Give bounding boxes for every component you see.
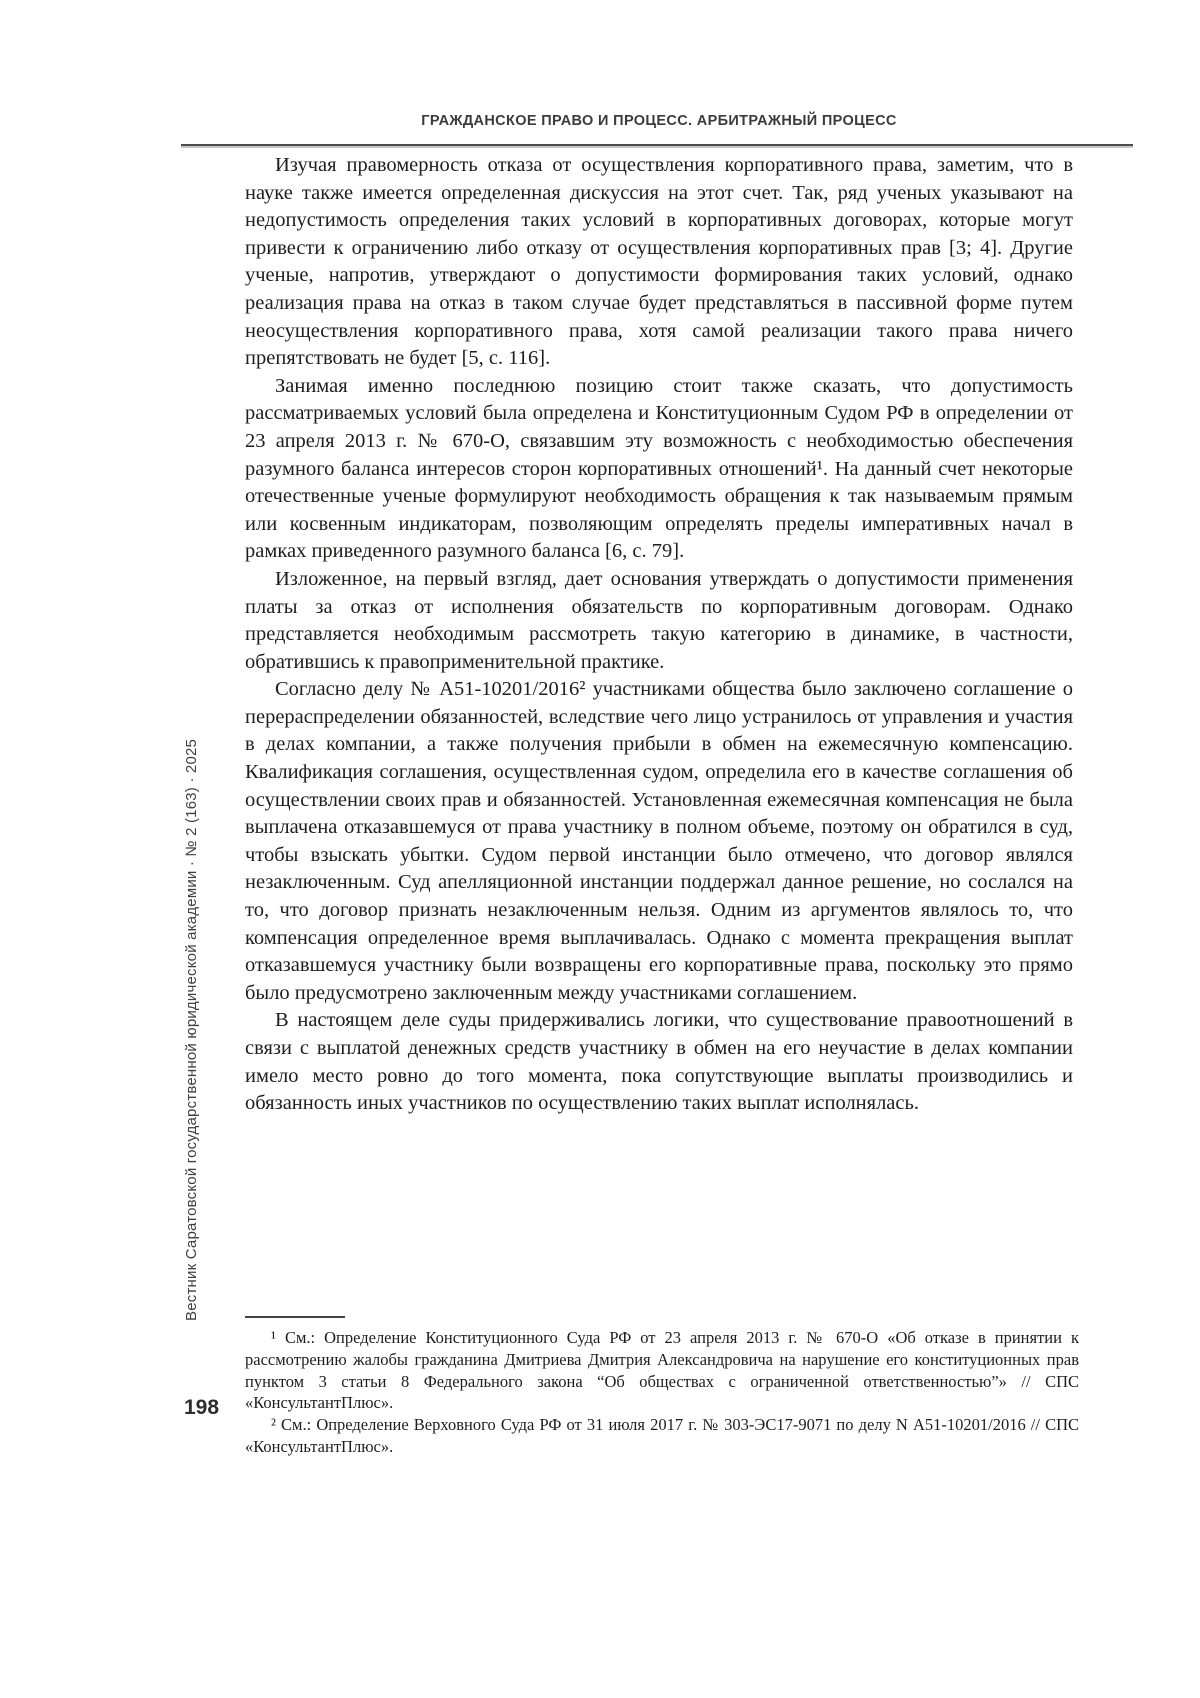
running-header: ГРАЖДАНСКОЕ ПРАВО И ПРОЦЕСС. АРБИТРАЖНЫЙ ПРОЦЕСС bbox=[421, 113, 897, 129]
header-divider bbox=[181, 144, 1133, 146]
article-body bbox=[245, 152, 1073, 1118]
journal-sidebar-title: Вестник Саратовской государственной юридической академии · № 2 (163) · 2025 bbox=[183, 738, 200, 1321]
page-number: 198 bbox=[184, 1396, 220, 1419]
paragraph: Изложенное, на первый взгляд, дает основания утверждать о допустимости применения платы за отказ от исполнения обязательств по корпоративным договорам. Однако представляется необходимым рассмотреть такую категорию в динамике, в частности, обратившись к правоприменительной практике. bbox=[245, 567, 1073, 673]
paragraph: Согласно делу № А51-10201/2016² участниками общества было заключено соглашение о перераспределении обязанностей, вследствие чего лицо устранилось от управления и участия в делах компании, а также получения прибыли в обмен на ежемесячную компенсацию. Квалификация соглашения, осуществленная судом, определила его в качестве соглашения об осуществлении своих прав и обязанностей. Установленная ежемесячная компенсация не была выплачена отказавшемуся от права участнику в полном объеме, поэтому он обратился в суд, чтобы взыскать убытки. Судом первой инстанции было отмечено, что договор являлся незаключенным. Суд апелляционной инстанции поддержал данное решение, но сослался на то, что договор признать незаключенным нельзя. Одним из аргументов являлось то, что компенсация определенное время выплачивалась. Однако с момента прекращения выплат отказавшемуся участнику были возвращены его корпоративные права, поскольку это прямо было предусмотрено заключенным между участниками соглашением. bbox=[245, 678, 1073, 1004]
paragraph: Занимая именно последнюю позицию стоит также сказать, что допустимость рассматриваемых условий была определена и Конституционным Судом РФ в определении от 23 апреля 2013 г. № 670-О, связавшим эту возможность с необходимостью обеспечения разумного баланса интересов сторон корпоративных отношений¹. На данный счет некоторые отечественные ученые формулируют необходимость обращения к так называемым прямым или косвенным индикаторам, позволяющим определять пределы императивных начал в рамках приведенного разумного баланса [6, с. 79]. bbox=[245, 374, 1073, 563]
footnote: ¹ См.: Определение Конституционного Суда РФ от 23 апреля 2013 г. № 670-О «Об отказе в принятии к рассмотрению жалобы гражданина Дмитриева Дмитрия Александровича на нарушение его конституционных прав пунктом 3 статьи 8 Федерального закона “Об обществах с ограниченной ответственностью”» // СПС «КонсультантПлюс». bbox=[245, 1328, 1079, 1413]
paragraph: В настоящем деле суды придерживались логики, что существование правоотношений в связи с выплатой денежных средств участнику в обмен на его неучастие в делах компании имело место ровно до того момента, пока сопутствующие выплаты производились и обязанность иных участников по осуществлению таких выплат исполнялась. bbox=[245, 1009, 1073, 1115]
footnotes-section bbox=[245, 1316, 1079, 1458]
paragraph: Изучая правомерность отказа от осуществления корпоративного права, заметим, что в науке также имеется определенная дискуссия на этот счет. Так, ряд ученых указывают на недопустимость определения таких условий в корпоративных договорах, которые могут привести к ограничению либо отказу от осуществления корпоративных прав [3; 4]. Другие ученые, напротив, утверждают о допустимости формирования таких условий, однако реализация права на отказ в таком случае будет представляться в пассивной форме путем неосуществления корпоративного права, хотя самой реализации такого права ничего препятствовать не будет [5, с. 116]. bbox=[245, 154, 1073, 370]
footnote: ² См.: Определение Верховного Суда РФ от 31 июля 2017 г. № 303-ЭС17-9071 по делу N А51-10201/2016 // СПС «КонсультантПлюс». bbox=[245, 1415, 1079, 1456]
footnote-separator bbox=[245, 1316, 345, 1318]
